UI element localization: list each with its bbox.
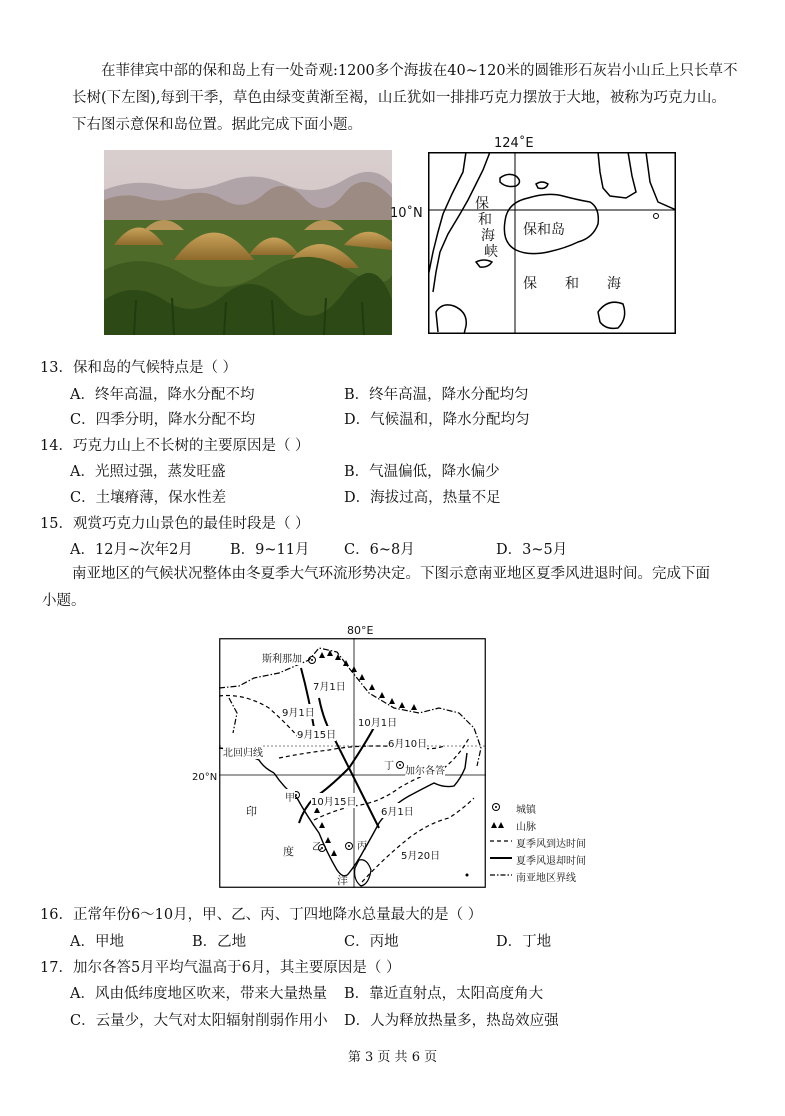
question-13-stem: 13．保和岛的气候特点是（ ）: [40, 360, 238, 376]
map2-label-may20: 5月20日: [401, 847, 440, 862]
question-16-option-c[interactable]: C．丙地: [344, 934, 399, 950]
question-17-option-d[interactable]: D．人为释放热量多，热岛效应强: [344, 1013, 559, 1029]
legend-row-city: [490, 800, 586, 817]
legend-row-retreat: [490, 851, 586, 868]
map2-label-jia: 甲: [285, 789, 295, 804]
question-15-option-c[interactable]: C．6~8月: [344, 542, 415, 558]
map2-label-ding: 丁: [384, 757, 394, 772]
legend-label-arrive: 夏季风到达时间: [516, 839, 586, 850]
question-17-option-b[interactable]: B．靠近直射点，太阳高度角大: [344, 986, 544, 1002]
map2-label-yang: 洋: [337, 874, 348, 887]
question-16-option-b[interactable]: B．乙地: [192, 934, 247, 950]
map2-label-kolkata: 加尔各答: [405, 762, 445, 777]
map1-sea-label: 保 和 海: [523, 276, 621, 292]
question-15-option-b[interactable]: B．9~11月: [230, 542, 310, 558]
legend-label-retreat: 夏季风退却时间: [516, 856, 586, 867]
map1-latitude-label: 10˚N: [390, 206, 423, 221]
legend-row-mountain: [490, 817, 586, 834]
map2-label-oct15: 10月15日: [311, 793, 356, 808]
map1-strait-label: 保 和 海 峡: [475, 196, 498, 260]
question-15-option-d[interactable]: D．3~5月: [496, 542, 568, 558]
map2-label-oct1: 10月1日: [358, 714, 397, 729]
question-14-stem: 14．巧克力山上不长树的主要原因是（ ）: [40, 438, 310, 454]
legend-label-boundary: 南亚地区界线: [516, 873, 576, 884]
map2-label-tropic: 北回归线: [223, 744, 263, 759]
question-14-option-a[interactable]: A．光照过强，蒸发旺盛: [70, 464, 226, 480]
map2-legend: [490, 800, 586, 885]
map2-latitude-label: 20°N: [192, 772, 218, 783]
question-15-option-a[interactable]: A．12月~次年2月: [70, 542, 193, 558]
question-14-option-d[interactable]: D．海拔过高，热量不足: [344, 490, 501, 506]
question-13-option-c[interactable]: C．四季分明，降水分配不均: [70, 412, 256, 428]
question-16-option-d[interactable]: D．丁地: [496, 934, 552, 950]
intro-paragraph-1: 在菲律宾中部的保和岛上有一处奇观:1200多个海拔在40~120米的圆锥形石灰岩小山丘上只长草不长树(下左图),每到干季，草色由绿变黄渐至褐，山丘犹如一排排巧克力摆放于大地，被称为巧克力山。下右图示意保和岛位置。据此完成下面小题。: [72, 63, 738, 133]
question-15-stem: 15．观赏巧克力山景色的最佳时段是（ ）: [40, 516, 310, 532]
map1-longitude-label: 124˚E: [494, 136, 534, 151]
legend-label-mountain: 山脉: [516, 822, 536, 833]
map2-label-jun10: 6月10日: [388, 735, 427, 750]
question-16-stem: 16．正常年份6～10月，甲、乙、丙、丁四地降水总量最大的是（ ）: [40, 907, 483, 923]
legend-row-arrive: [490, 834, 586, 851]
question-14-option-c[interactable]: C．土壤瘠薄，保水性差: [70, 490, 227, 506]
page-footer: 第 3 页 共 6 页: [347, 1050, 438, 1065]
intro-paragraph-2-line-2: 小题。: [42, 593, 86, 609]
map2-label-jun1: 6月1日: [381, 803, 414, 818]
map2-label-du: 度: [283, 845, 294, 858]
question-14-option-b[interactable]: B．气温偏低，降水偏少: [344, 464, 500, 480]
question-13-option-a[interactable]: A．终年高温，降水分配不均: [70, 387, 255, 403]
intro-paragraph-2-line-1: 南亚地区的气候状况整体由冬夏季大气环流形势决定。下图示意南亚地区夏季风进退时间。完成下面: [72, 566, 710, 582]
map2-label-sep15: 9月15日: [297, 726, 336, 741]
map1-island-label: 保和岛: [523, 222, 565, 238]
chocolate-hills-photo: [104, 150, 392, 335]
south-asia-monsoon-map: [219, 638, 486, 888]
map2-longitude-label: 80°E: [347, 624, 374, 637]
map2-label-yin: 印: [246, 805, 257, 818]
map2-label-yi: 乙: [312, 842, 322, 853]
map2-label-sep1: 9月1日: [282, 704, 315, 719]
map2-label-jul1: 7月1日: [313, 678, 346, 693]
mountain-icon: [490, 819, 510, 829]
question-13-option-d[interactable]: D．气候温和，降水分配均匀: [344, 412, 530, 428]
legend-label-city: 城镇: [516, 805, 536, 816]
map2-label-bing: 丙: [357, 841, 367, 852]
question-17-option-a[interactable]: A．风由低纬度地区吹来，带来大量热量: [70, 986, 327, 1002]
map2-label-srinagar: 斯利那加: [262, 650, 302, 665]
question-17-option-c[interactable]: C．云量少，大气对太阳辐射削弱作用小: [70, 1013, 328, 1029]
question-17-stem: 17．加尔各答5月平均气温高于6月，其主要原因是（ ）: [40, 960, 401, 976]
bohol-location-map: [428, 152, 676, 334]
legend-row-boundary: [490, 868, 586, 885]
question-13-option-b[interactable]: B．终年高温，降水分配均匀: [344, 387, 529, 403]
question-16-option-a[interactable]: A．甲地: [70, 934, 124, 950]
